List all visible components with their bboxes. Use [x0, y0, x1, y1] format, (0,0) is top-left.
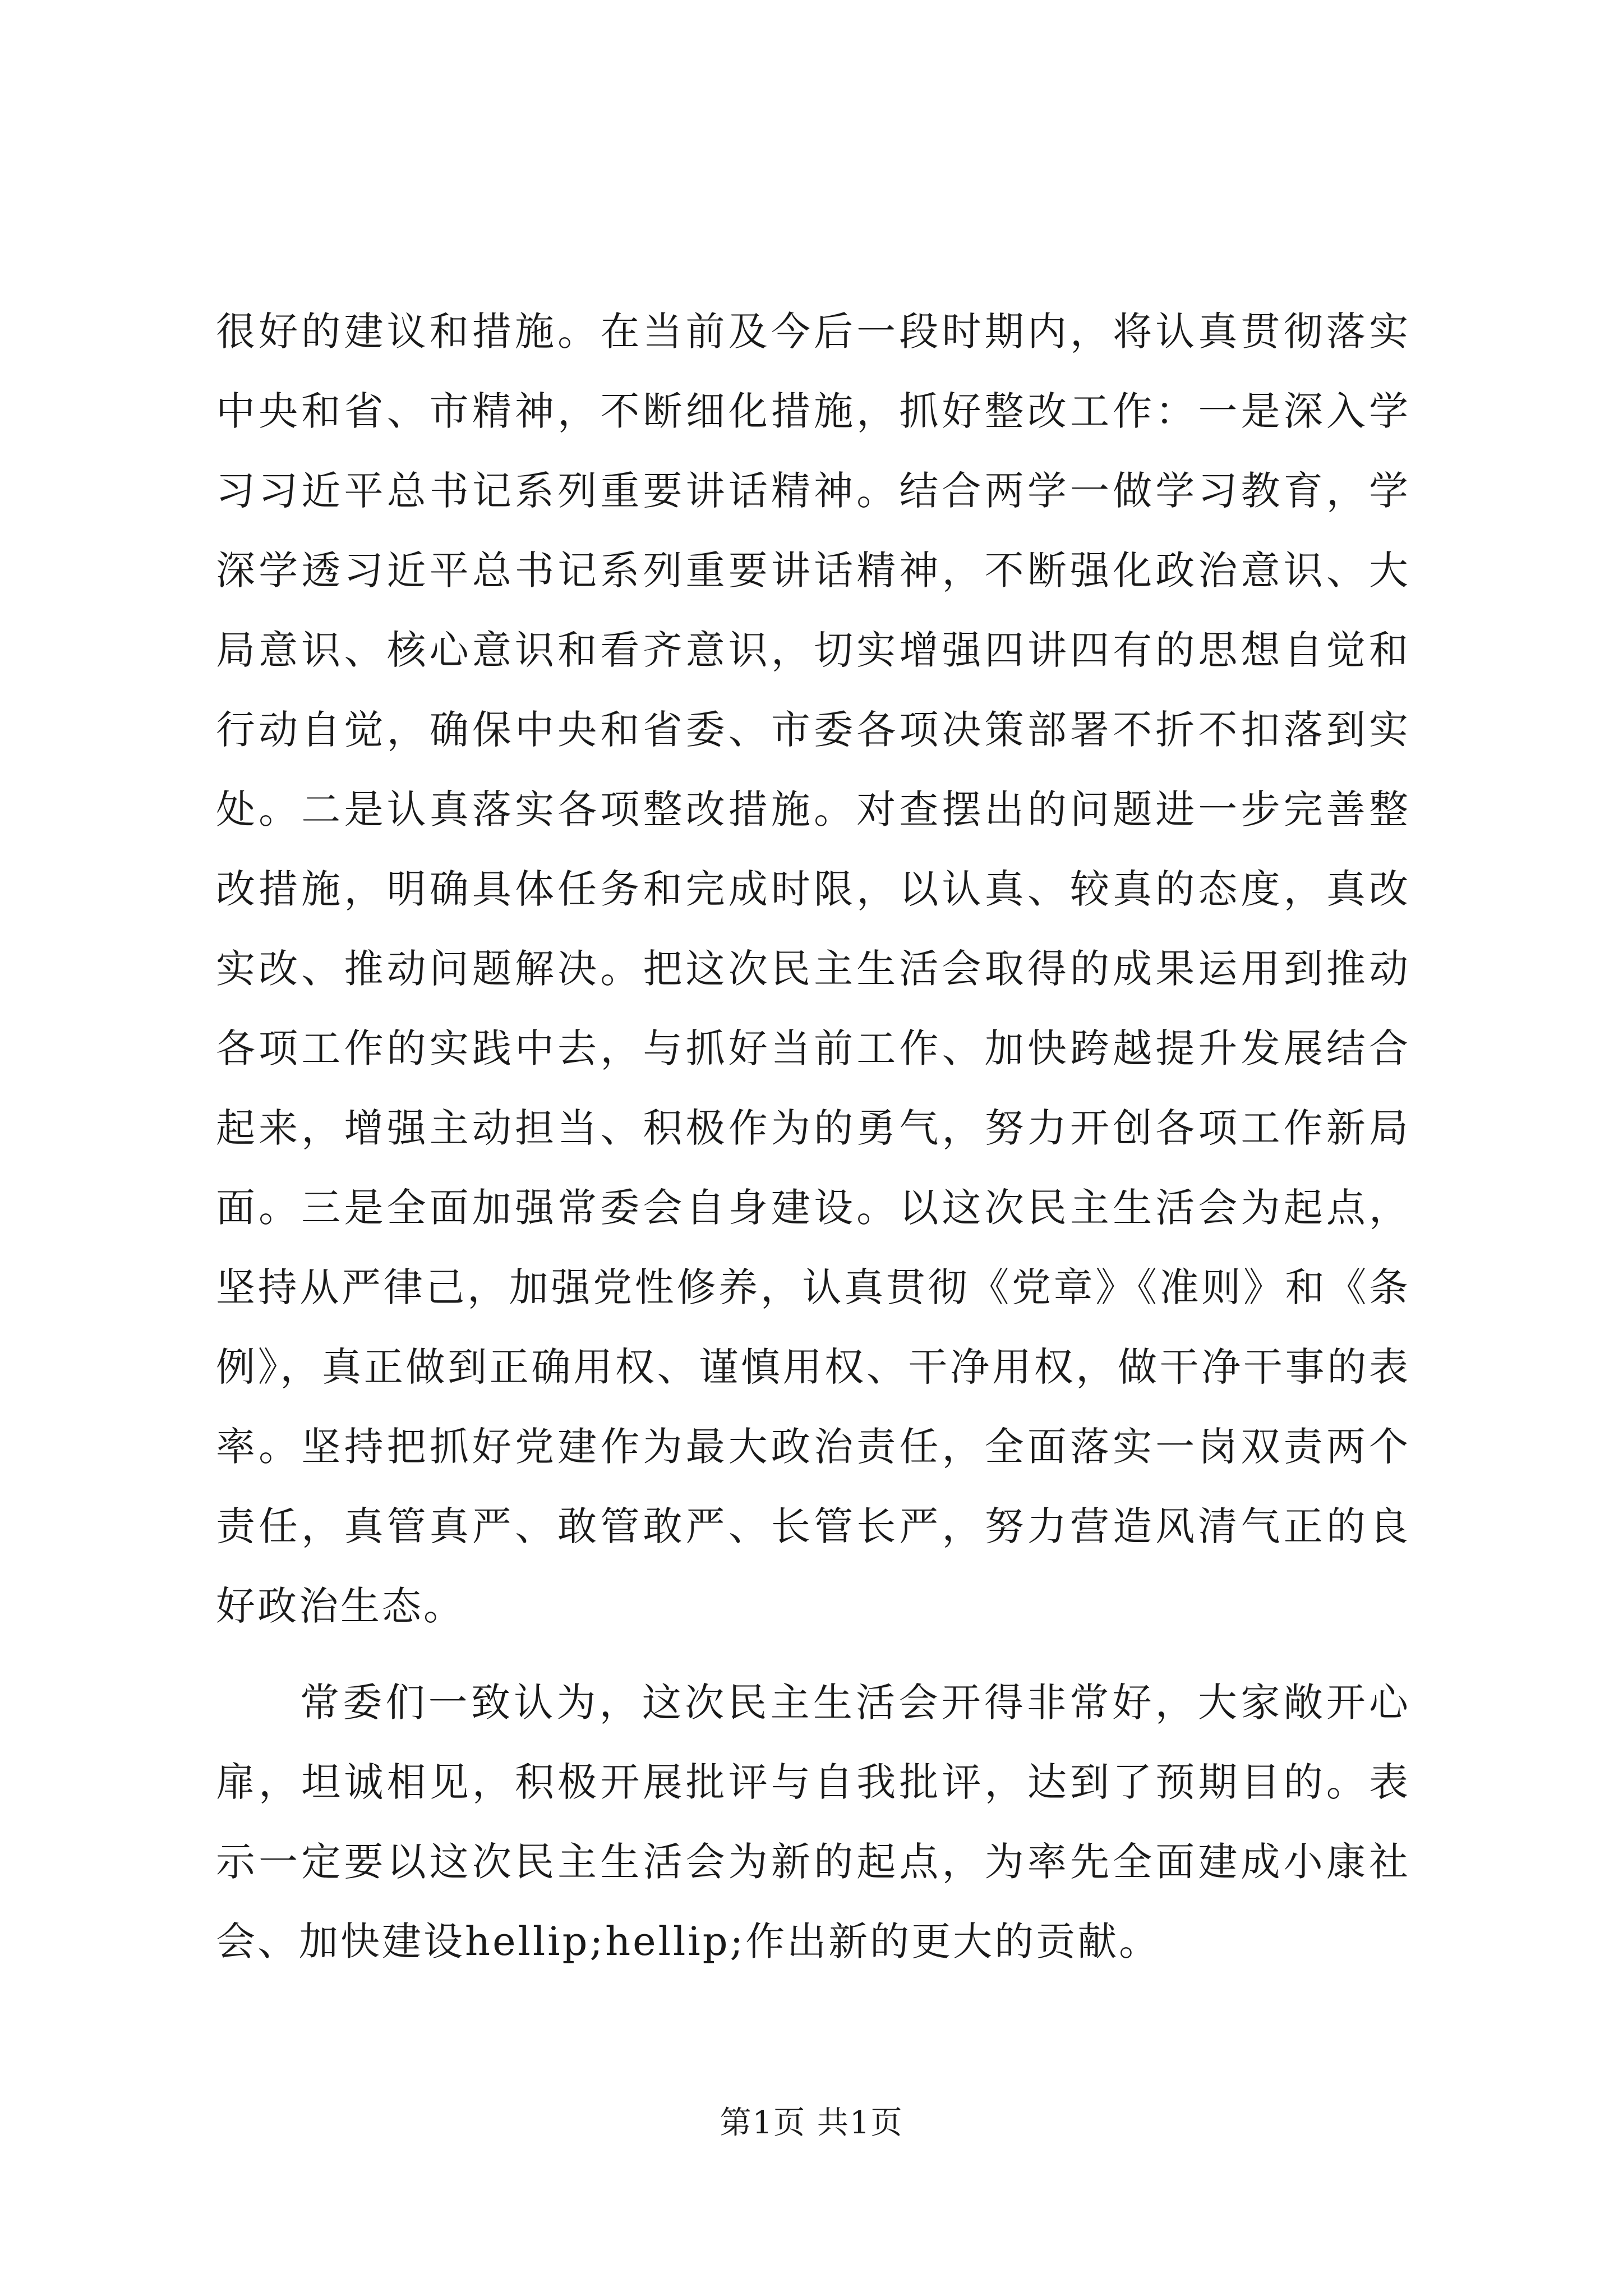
paragraph-1: 很好的建议和措施。在当前及今后一段时期内，将认真贯彻落实中央和省、市精神，不断细化措施，抓好整改工作：一是深入学习习近平总书记系列重要讲话精神。结合两学一做学习教育，学深学透习近平总书记系列重要讲话精神，不断强化政治意识、大局意识、核心意识和看齐意识，切实增强四讲四有的思想自觉和行动自觉，确保中央和省委、市委各项决策部署不折不扣落到实处。二是认真落实各项整改措施。对查摆出的问题进一步完善整改措施，明确具体任务和完成时限，以认真、较真的态度，真改实改、推动问题解决。把这次民主生活会取得的成果运用到推动各项工作的实践中去，与抓好当前工作、加快跨越提升发展结合起来，增强主动担当、积极作为的勇气，努力开创各项工作新局面。三是全面加强常委会自身建设。以这次民主生活会为起点，坚持从严律己，加强党性修养，认真贯彻《党章》《准则》和《条例》，真正做到正确用权、谨慎用权、干净用权，做干净干事的表率。坚持把抓好党建作为最大政治责任，全面落实一岗双责两个责任，真管真严、敢管敢严、长管长严，努力营造风清气正的良好政治生态。 [216, 309, 1410, 1629]
document-body [216, 292, 1410, 1981]
page-footer: 第1页 共1页 [720, 2105, 903, 2141]
paragraph-2: 常委们一致认为，这次民主生活会开得非常好，大家敞开心扉，坦诚相见，积极开展批评与自我批评，达到了预期目的。表示一定要以这次民主生活会为新的起点，为率先全面建成小康社会、加快建设hellip;hellip;作出新的更大的贡献。 [216, 1680, 1410, 1964]
